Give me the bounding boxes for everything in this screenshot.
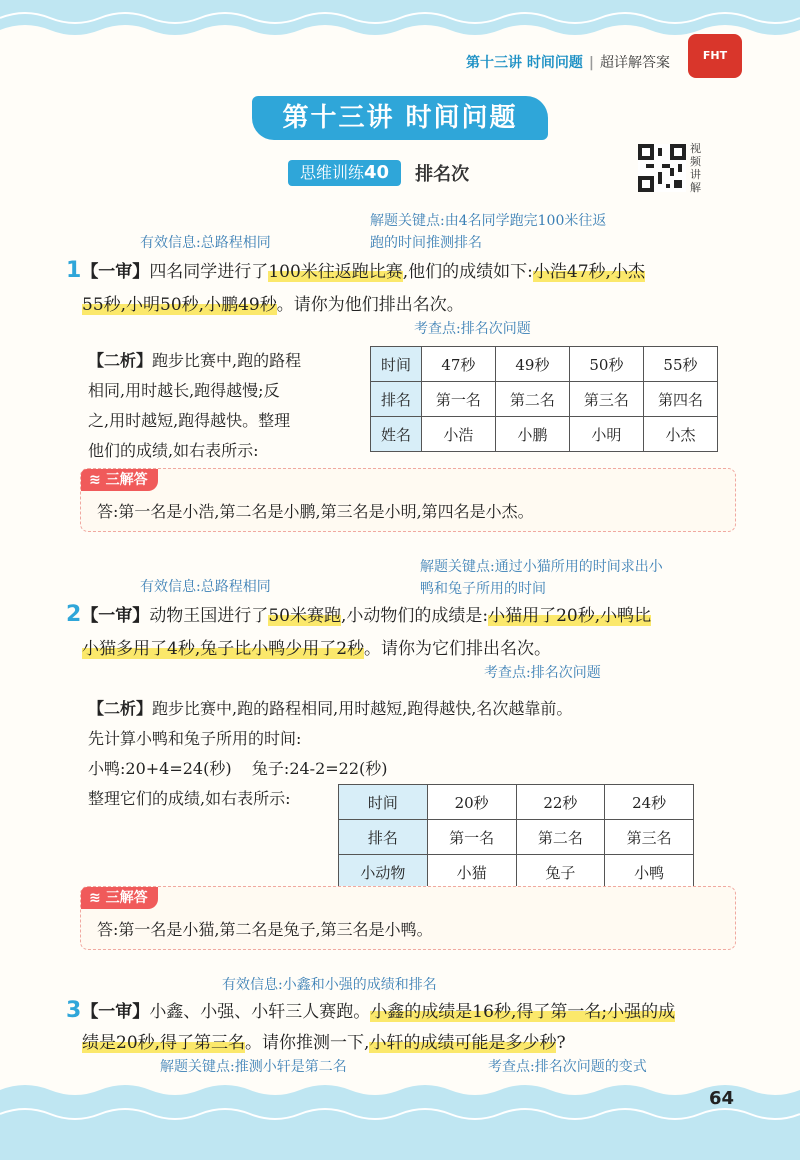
q3-text: 小鑫、小强、小轩三人赛跑。 [149,1002,371,1022]
q1-number: 1 [66,258,82,283]
qr-label: 视频讲解 [690,142,701,194]
q3-note-info: 有效信息:小鑫和小强的成绩和排名 [222,977,437,993]
q1-answer: 答:第一名是小浩,第二名是小鹏,第三名是小明,第四名是小杰。 [97,502,534,521]
q1-tag: 【一审】 [81,262,150,282]
q3-text: 。请你推测一下, [245,1033,370,1053]
q1-highlight: 小浩47秒,小杰 [532,262,645,282]
table-cell: 小明 [569,417,643,452]
q1-analysis-line [88,346,358,376]
q2-analysis-tag: 【二析】 [88,699,153,718]
table-cell: 第二名 [495,382,569,417]
table-header-cell: 排名 [371,382,422,417]
q2-analysis-text: 先计算小鸭和兔子所用的时间: [88,729,302,748]
q1-note-key-line2: 跑的时间推测排名 [370,235,482,251]
q2-analysis-text: 整理它们的成绩,如右表所示: [88,789,291,808]
table-cell: 小猫 [427,855,516,890]
q2-line2 [82,632,551,666]
q2-highlight: 50米赛跑 [268,606,341,626]
table-cell: 50秒 [569,347,643,382]
page-title: 第十三讲 时间问题 [252,96,548,140]
q3-highlight: 小轩的成绩可能是多少秒 [369,1033,557,1053]
training-number: 40 [364,162,390,183]
q3-note-exam: 考查点:排名次问题的变式 [488,1059,647,1075]
q2-text: ,小动物们的成绩是: [340,606,489,626]
q1-table [370,346,718,452]
table-cell: 第三名 [605,820,694,855]
q1-analysis-tag: 【二析】 [88,351,153,370]
table-row [371,347,718,382]
q3-line2 [82,1026,566,1060]
q2-note-exam: 考查点:排名次问题 [484,665,601,681]
table-cell: 第二名 [516,820,605,855]
q1-note-key-line1: 解题关键点:由4名同学跑完100米往返 [370,213,607,229]
q1-analysis [88,346,358,466]
table-cell: 47秒 [421,347,495,382]
table-header-cell: 姓名 [371,417,422,452]
q2-highlight: 小猫多用了4秒,兔子比小鸭少用了2秒 [82,639,365,659]
q2-answer: 答:第一名是小猫,第二名是兔子,第三名是小鸭。 [97,920,433,939]
q3-tag: 【一审】 [81,1002,150,1022]
q1-answer-tag: ≋ 三解答 [81,469,158,491]
training-label: 思维训练 [300,163,365,182]
q2-table [338,784,694,890]
q1-note-info: 有效信息:总路程相同 [140,235,271,251]
q2-tag: 【一审】 [81,606,150,626]
q3-number: 3 [66,998,82,1023]
q1-analysis-text: 跑步比赛中,跑的路程 [152,351,302,370]
table-cell: 第一名 [427,820,516,855]
brand-badge-icon [688,34,742,78]
q3-note-key: 解题关键点:推测小轩是第二名 [160,1059,347,1075]
qr-code-icon[interactable] [638,144,686,192]
table-cell: 20秒 [427,785,516,820]
table-header-cell: 时间 [371,347,422,382]
q2-text: 。请你为它们排出名次。 [364,639,552,659]
q1-analysis-text: 相同,用时越长,跑得越慢;反 [88,381,280,400]
table-cell: 小鹏 [495,417,569,452]
table-cell: 第四名 [643,382,717,417]
table-cell: 第一名 [421,382,495,417]
table-cell: 小杰 [643,417,717,452]
table-cell: 55秒 [643,347,717,382]
header-tag: 超详解答案 [600,55,670,71]
table-cell: 49秒 [495,347,569,382]
q3-highlight: 绩是20秒,得了第三名 [82,1033,246,1053]
table-cell: 小浩 [421,417,495,452]
table-cell: 兔子 [516,855,605,890]
bottom-wave-border [0,1080,800,1160]
running-header: 第十三讲 时间问题 | 超详解答案 [466,55,670,71]
q3-text: ? [556,1033,566,1053]
training-name: 排名次 [415,164,470,185]
q1-answer-box [80,468,736,532]
q2-note-key-line1: 解题关键点:通过小猫所用的时间求出小 [420,559,663,575]
q1-highlight: 55秒,小明50秒,小鹏49秒 [82,295,277,315]
q2-analysis-text: 跑步比赛中,跑的路程相同,用时越短,跑得越快,名次越靠前。 [152,699,573,718]
q1-highlight: 100米往返跑比赛 [268,262,403,282]
badge-text: FHT [702,49,728,62]
header-chapter: 第十三讲 时间问题 [466,55,583,71]
table-cell: 24秒 [605,785,694,820]
q2-number: 2 [66,602,82,627]
table-header-cell: 时间 [339,785,428,820]
q1-analysis-text: 之,用时越短,跑得越快。整理 [88,411,291,430]
q1-note-exam: 考查点:排名次问题 [414,321,531,337]
table-cell: 小鸭 [605,855,694,890]
q1-line2 [82,288,464,322]
table-row [371,382,718,417]
q2-line1 [66,598,651,633]
q1-analysis-text: 他们的成绩,如右表所示: [88,441,259,460]
table-row [371,417,718,452]
q2-text: 动物王国进行了 [149,606,269,626]
q3-highlight: 小鑫的成绩是16秒,得了第一名;小强的成 [370,1002,676,1022]
table-cell: 22秒 [516,785,605,820]
table-cell: 第三名 [569,382,643,417]
page-number: 64 [708,1088,734,1109]
q2-analysis-text: 小鸭:20+4=24(秒) 兔子:24-2=22(秒) [88,759,388,778]
q2-answer-box [80,886,736,950]
q2-analysis-line [88,694,728,724]
q2-note-key-line2: 鸭和兔子所用的时间 [420,581,546,597]
table-row [339,820,694,855]
table-row [339,785,694,820]
training-pill [288,160,401,186]
table-header-cell: 小动物 [339,855,428,890]
training-banner [288,160,469,186]
q1-line1 [66,254,645,289]
q1-text: 。请你为他们排出名次。 [276,295,464,315]
q1-text: ,他们的成绩如下: [402,262,533,282]
q1-text: 四名同学进行了 [149,262,269,282]
table-row [339,855,694,890]
q3-line1 [66,994,675,1029]
q2-note-info: 有效信息:总路程相同 [140,579,271,595]
table-header-cell: 排名 [339,820,428,855]
q2-answer-tag: ≋ 三解答 [81,887,158,909]
q2-highlight: 小猫用了20秒,小鸭比 [488,606,652,626]
